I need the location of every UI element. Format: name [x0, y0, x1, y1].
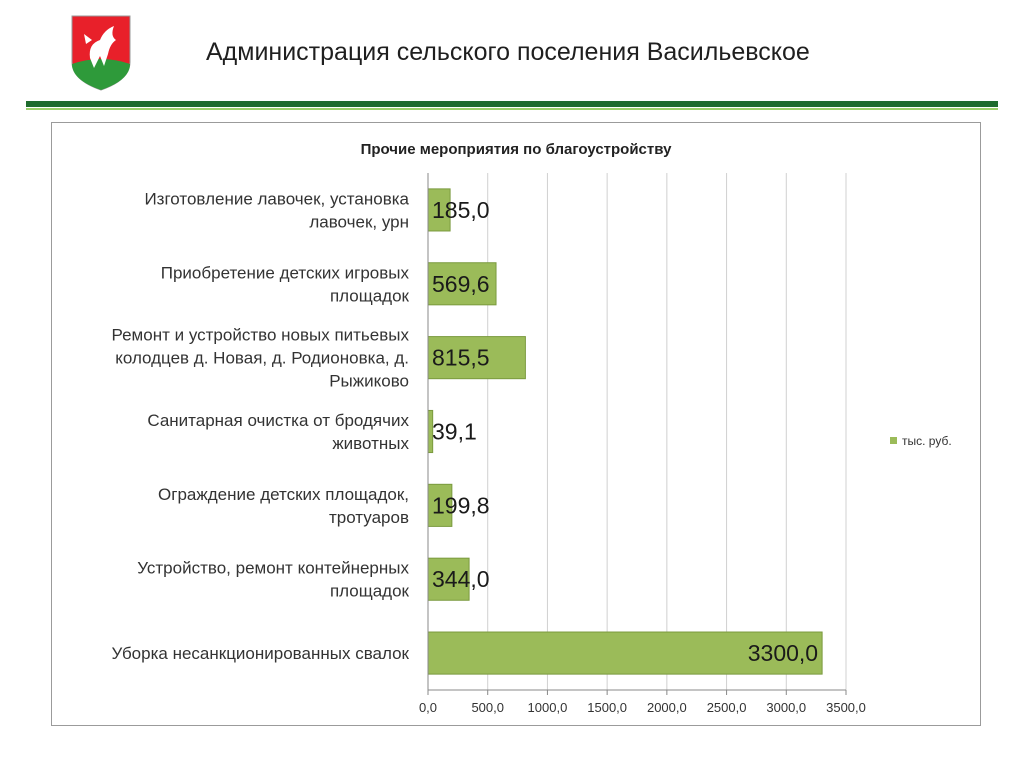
header-divider — [26, 101, 998, 107]
data-label: 39,1 — [432, 418, 477, 445]
legend — [890, 434, 952, 448]
x-tick-label: 0,0 — [418, 700, 438, 715]
data-label: 199,8 — [432, 492, 490, 519]
legend-label: тыс. руб. — [902, 434, 952, 448]
x-tick-label: 2500,0 — [706, 700, 747, 715]
category-labels — [112, 189, 410, 663]
category-label: Ограждение детских площадок, тротуаров — [158, 484, 409, 527]
x-tick-label: 3000,0 — [766, 700, 807, 715]
x-tick-label: 500,0 — [471, 700, 504, 715]
category-label: Приобретение детских игровых площадок — [160, 263, 409, 306]
data-label: 344,0 — [432, 566, 490, 593]
category-label: Санитарная очистка от бродячих животных — [147, 411, 409, 453]
page-title: Администрация сельского поселения Васильевское — [206, 38, 810, 66]
category-label: Устройство, ремонт контейнерных площадок — [137, 558, 409, 601]
x-tick-label: 2000,0 — [646, 700, 687, 715]
x-tick-label: 3500,0 — [826, 700, 866, 715]
category-label: Уборка несанкционированных свалок — [111, 644, 409, 664]
gridlines — [428, 173, 846, 690]
data-label: 815,5 — [432, 344, 490, 371]
chart-container — [51, 122, 981, 726]
x-tick-label: 1000,0 — [527, 700, 568, 715]
x-tick-label: 1500,0 — [587, 700, 628, 715]
data-label: 3300,0 — [747, 640, 819, 667]
category-label: Ремонт и устройство новых питьевых колодцев д. Новая, д. Родионовка, д. Рыжиково — [111, 325, 409, 391]
data-label: 569,6 — [432, 270, 490, 297]
coat-of-arms-icon — [70, 14, 132, 92]
category-label: Изготовление лавочек, установка лавочек, урн — [144, 189, 409, 232]
header-divider-accent — [26, 108, 998, 110]
bar-chart — [52, 123, 980, 725]
plot-area — [428, 173, 846, 690]
chart-title: Прочие мероприятия по благоустройству — [360, 141, 672, 158]
legend-swatch — [890, 437, 897, 444]
data-label: 185,0 — [432, 196, 490, 223]
